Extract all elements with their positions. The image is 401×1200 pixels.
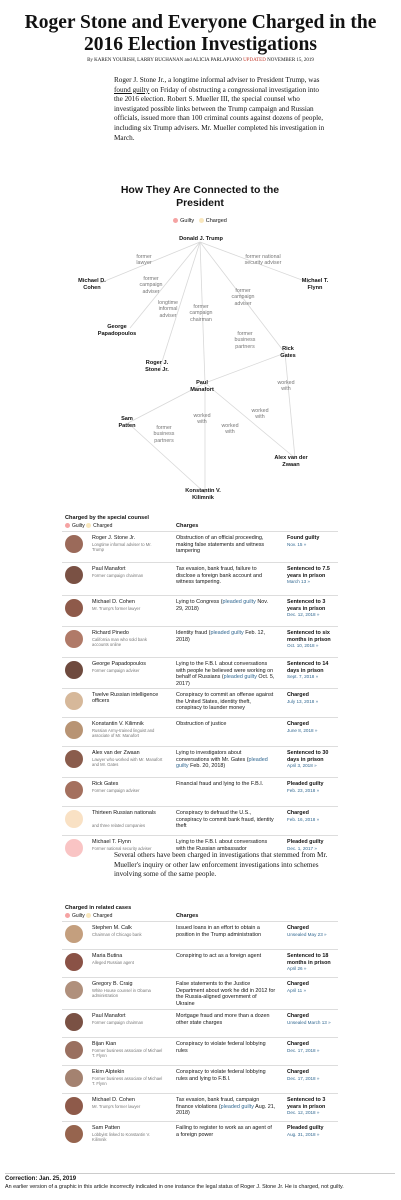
row-divider [62, 921, 338, 922]
status-cell [287, 599, 339, 619]
table-row[interactable] [62, 661, 338, 688]
status-date-link[interactable]: Dec. 12, 2018 » [287, 1110, 320, 1115]
person-name: Michael D. Cohen [92, 599, 135, 605]
status-text: Charged [287, 810, 309, 816]
legend-guilty: Guilty [72, 913, 85, 919]
person-description: Former business associate of Michael T. Flynn [92, 1048, 163, 1058]
charge-text: Obstruction of justice [176, 721, 227, 727]
person-description: Lawyer who worked with Mr. Manafort and Mr. Gates [92, 757, 163, 767]
status-text: Charged [287, 1041, 309, 1047]
status-text: Charged [287, 1013, 309, 1019]
person-description: Former business associate of Michael T. Flynn [92, 1076, 163, 1086]
person-name: Twelve Russian intelligence officers [92, 692, 159, 705]
status-text: Sentenced to 3 years in prison [287, 599, 326, 612]
charges-cell [176, 599, 276, 612]
person-description: Former national security adviser [92, 846, 152, 851]
row-divider [62, 949, 338, 950]
person-name: Bijan Kian [92, 1041, 117, 1047]
table-row[interactable] [62, 1041, 338, 1065]
network-legend [150, 218, 250, 224]
person-description: and three related companies [92, 823, 146, 828]
person-description: Lobbyist linked to Konstantin V. Kilimnik [92, 1132, 151, 1142]
person-name: Ekim Alptekin [92, 1069, 125, 1075]
charge-text: False statements to the Justice Department about work he did in 2012 for the Russia-aligned government of Ukraine [176, 981, 276, 1007]
pleaded-guilty-link[interactable]: pleaded guilty [220, 1103, 254, 1110]
avatar [65, 599, 83, 617]
edge-label: worked with [221, 423, 239, 436]
row-divider [62, 626, 338, 627]
status-text: Charged [287, 721, 309, 727]
node-patten[interactable]: Sam Patten [118, 416, 136, 429]
status-cell [287, 750, 339, 770]
edge-label: longtime informal adviser [157, 300, 179, 319]
person-description: Mr. Trump's former lawyer [92, 606, 141, 611]
charge-text: Tax evasion, bank fraud, campaign finance violations ( [176, 1097, 260, 1110]
node-trump[interactable]: Donald J. Trump [179, 236, 223, 242]
person-name: Sam Patten [92, 1125, 121, 1131]
edge-label: former business partners [234, 331, 256, 350]
charge-text: Issued loans in an effort to obtain a position in the Trump administration [176, 925, 262, 938]
person-name: Michael T. Flynn [92, 839, 131, 845]
row-divider [62, 657, 338, 658]
intro-text-rest: on Friday of obstructing a congressional investigation into the 2016 election. Robert S. Mueller III, the special counsel who investigated possible links between the Trump campaign and Russian officials, issued more than 100 criminal counts against dozens of people, including six Trump advisers. Mr. Mueller completed his investigation in March. [114, 85, 325, 142]
row-divider [62, 1065, 338, 1066]
special-counsel-title: Charged by the special counsel [65, 515, 149, 521]
status-date-link[interactable]: Unsealed May 23 » [287, 931, 327, 937]
status-text: Sentenced to 7.5 years in prison [287, 566, 330, 579]
status-cell [287, 1041, 339, 1054]
charges-cell [176, 953, 276, 960]
avatar [65, 1013, 83, 1031]
row-divider [62, 1093, 338, 1094]
table-row[interactable] [62, 781, 338, 806]
node-flynn[interactable]: Michael T. Flynn [301, 278, 329, 291]
person-description: Chairman of Chicago bank [92, 932, 142, 937]
table-row[interactable] [62, 1125, 338, 1151]
charge-text: Failing to register to work as an agent of a foreign power [176, 1125, 272, 1138]
table-row[interactable] [62, 721, 338, 746]
mid-paragraph: Several others have been charged in investigations that stemmed from Mr. Mueller's inquiry or other law enforcement investigations into schemes involving some of the same people. [114, 851, 328, 879]
avatar [65, 661, 83, 679]
status-text: Sentenced to 18 months in prison [287, 953, 331, 966]
divider [5, 1173, 395, 1174]
table-row[interactable] [62, 981, 338, 1009]
status-date-link[interactable]: April 11 » [287, 987, 307, 993]
node-gates[interactable]: Rick Gates [280, 346, 296, 359]
charges-cell [176, 1125, 276, 1138]
table-row[interactable] [62, 810, 338, 835]
charges-cell [176, 781, 276, 788]
edge-label: former business partners [153, 425, 175, 444]
status-cell [287, 692, 339, 705]
status-date-link[interactable]: Oct. 10, 2018 » [287, 643, 319, 648]
charge-text: Conspiracy to defraud the U.S., conspiracy to commit bank fraud, identity theft [176, 810, 274, 829]
row-divider [62, 1121, 338, 1122]
charges-header: Charges [176, 913, 199, 919]
edge-label: former campaign adviser [139, 276, 163, 295]
person-name: Thirteen Russian nationals [92, 810, 156, 816]
person-name: Alex van der Zwaan [92, 750, 140, 756]
status-cell [287, 630, 339, 650]
person-name: Maria Butina [92, 953, 123, 959]
status-date-link[interactable]: March 13 » [287, 579, 310, 584]
status-text: Sentenced to 14 days in prison [287, 661, 329, 674]
edge-label: worked with [277, 380, 295, 393]
pleaded-guilty-link[interactable]: pleaded guilty [223, 674, 257, 680]
person-description: Former campaign adviser [92, 668, 140, 673]
byline [10, 58, 391, 63]
status-cell [287, 810, 339, 823]
person-name: Paul Manafort [92, 566, 126, 572]
row-divider [62, 977, 338, 978]
network-diagram [0, 228, 401, 508]
node-papadopoulos[interactable]: George Papadopoulos [97, 324, 137, 337]
status-cell [287, 661, 339, 681]
row-divider [62, 531, 338, 532]
charges-cell [176, 566, 276, 586]
charges-cell [176, 1041, 276, 1054]
charge-text: Financial fraud and lying to the F.B.I. [176, 781, 264, 787]
row-divider [62, 746, 338, 747]
table-row[interactable] [62, 599, 338, 626]
person-name: Paul Manafort [92, 1013, 126, 1019]
row-divider [62, 717, 338, 718]
person-description: White House counsel in Obama administration [92, 988, 151, 998]
charge-text: Lying to Congress ( [176, 599, 223, 605]
headline: Roger Stone and Everyone Charged in the 2016 Election Investigations [24, 12, 377, 55]
status-cell [287, 721, 339, 734]
status-date-link[interactable]: Feb. 23, 2018 » [287, 787, 320, 793]
intro-text: Roger J. Stone Jr., a longtime informal adviser to President Trump, was [114, 76, 320, 84]
status-cell [287, 1097, 339, 1117]
charged-dot-icon [199, 218, 204, 223]
charges-cell [176, 1069, 276, 1082]
avatar [65, 1041, 83, 1059]
charge-text-after: Feb. 20, 2018) [188, 763, 226, 769]
avatar [65, 692, 83, 710]
status-cell [287, 535, 339, 548]
status-text: Pleaded guilty [287, 781, 324, 787]
charges-cell [176, 692, 276, 712]
edge-label: worked with [193, 413, 211, 426]
node-cohen[interactable]: Michael D. Cohen [78, 278, 106, 291]
charges-cell [176, 630, 276, 643]
status-date-link[interactable]: Dec. 17, 2018 » [287, 1047, 320, 1053]
status-date-link[interactable]: Unsealed March 13 » [287, 1019, 331, 1025]
charge-text-after: Nov. 29, 2018) [176, 599, 269, 612]
charge-text: Identity fraud ( [176, 630, 211, 636]
row-divider [62, 1037, 338, 1038]
status-date-link[interactable]: Sept. 7, 2018 » [287, 674, 319, 679]
status-date-link[interactable]: Nov. 15 » [287, 541, 307, 547]
legend-charged: Charged [93, 913, 113, 919]
avatar [65, 953, 83, 971]
row-divider [62, 806, 338, 807]
guilty-dot-icon [65, 523, 70, 528]
row-divider [62, 777, 338, 778]
intro-paragraph [114, 76, 328, 143]
status-cell [287, 781, 339, 794]
status-text: Charged [287, 981, 309, 987]
person-name: Richard Pinedo [92, 630, 129, 636]
status-cell [287, 1125, 339, 1138]
node-stone[interactable]: Roger J. Stone Jr. [145, 360, 169, 373]
status-cell [287, 566, 339, 586]
legend-guilty: Guilty [180, 218, 195, 224]
avatar [65, 781, 83, 799]
legend-guilty: Guilty [72, 523, 85, 529]
row-divider [62, 562, 338, 563]
table-row[interactable] [62, 535, 338, 562]
status-date-link[interactable]: June 8, 2018 » [287, 727, 318, 733]
person-description: California man who sold bank accounts online [92, 637, 147, 647]
status-date-link[interactable]: Feb. 16, 2018 » [287, 816, 320, 822]
table-row[interactable] [62, 692, 338, 717]
status-text: Pleaded guilty [287, 1125, 324, 1131]
status-text: Sentenced to 3 years in prison [287, 1097, 326, 1110]
charges-cell [176, 750, 276, 770]
found-guilty-link[interactable]: found guilty [114, 85, 150, 94]
status-date-link[interactable]: Aug. 31, 2018 » [287, 1131, 320, 1137]
correction-title: Correction: Jan. 25, 2019 [5, 1176, 77, 1182]
person-description: Mr. Trump's former lawyer [92, 1104, 141, 1109]
status-cell [287, 925, 339, 938]
avatar [65, 1069, 83, 1087]
person-name: Stephen M. Calk [92, 925, 132, 931]
charge-text: Obstruction of an official proceeding, making false statements and witness tampering [176, 535, 265, 554]
status-cell [287, 953, 339, 973]
charge-text-after: Aug. 21, 2018) [176, 1103, 276, 1116]
charge-text-after: Feb. 12, 2018) [176, 630, 266, 643]
charged-dot-icon [86, 523, 91, 528]
person-description: Former campaign chairman [92, 573, 144, 578]
charges-cell [176, 661, 276, 687]
node-vanderzwaan[interactable]: Alex van der Zwaan [274, 455, 308, 468]
person-description: Longtime informal adviser to Mr. Trump [92, 542, 152, 552]
table-row[interactable] [62, 630, 338, 657]
person-description: Former campaign chairman [92, 1020, 144, 1025]
related-legend [65, 913, 112, 919]
edge-label: former campaign chairman [189, 304, 213, 323]
charge-text-after: Oct. 5, 2017) [176, 674, 275, 687]
row-divider [62, 835, 338, 836]
row-divider [62, 1009, 338, 1010]
avatar [65, 630, 83, 648]
edge-label: former campaign adviser [231, 288, 255, 307]
status-text: Sentenced to 30 days in prison [287, 750, 329, 763]
status-date-link[interactable]: Dec. 12, 2018 » [287, 612, 320, 617]
charge-text: Lying to the F.B.I. about conversations with the Russian ambassador [176, 839, 268, 852]
edge-label: worked with [251, 408, 269, 421]
status-cell [287, 1013, 339, 1026]
avatar [65, 566, 83, 584]
table-row[interactable] [62, 953, 338, 977]
person-name: Konstantin V. Kilimnik [92, 721, 144, 727]
charge-text: Lying to investigators about conversations with Mr. Gates ( [176, 750, 249, 763]
person-name: Rick Gates [92, 781, 119, 787]
row-divider [62, 688, 338, 689]
charged-dot-icon [86, 913, 91, 918]
row-divider [62, 595, 338, 596]
pleaded-guilty-link[interactable]: pleaded guilty [210, 630, 244, 636]
status-date-link[interactable]: April 26 » [287, 966, 307, 971]
byline-authors: By KAREN YOURISH, LARRY BUCHANAN and ALICIA PARLAPIANO [87, 58, 242, 63]
correction-text: An earlier version of a graphic in this article incorrectly indicated in one instance the legal status of Roger J. Stone Jr. He is charged, not guilty. [5, 1184, 344, 1190]
avatar [65, 981, 83, 999]
person-name: Michael D. Cohen [92, 1097, 135, 1103]
avatar [65, 721, 83, 739]
pleaded-guilty-link[interactable]: pleaded guilty [222, 599, 256, 605]
table-row[interactable] [62, 1069, 338, 1093]
special-counsel-legend [65, 523, 112, 529]
table-row[interactable] [62, 1013, 338, 1037]
status-text: Sentenced to six months in prison [287, 630, 331, 643]
avatar [65, 839, 83, 857]
charge-text: Mortgage fraud and more than a dozen other state charges [176, 1013, 270, 1026]
person-description: Former campaign adviser [92, 788, 140, 793]
node-kilimnik[interactable]: Konstantin V. Kilimnik [185, 488, 221, 501]
status-text: Charged [287, 925, 309, 931]
avatar [65, 1125, 83, 1143]
table-row[interactable] [62, 750, 338, 777]
charge-text: Conspiracy to violate federal lobbying rules [176, 1041, 266, 1054]
charge-text: Conspiring to act as a foreign agent [176, 953, 262, 959]
status-text: Found guilty [287, 535, 320, 541]
related-title: Charged in related cases [65, 905, 132, 911]
person-name: Gregory B. Craig [92, 981, 133, 987]
charges-cell [176, 1097, 276, 1117]
avatar [65, 750, 83, 768]
pleaded-guilty-link[interactable]: pleaded guilty [176, 756, 268, 769]
status-text: Charged [287, 1069, 309, 1075]
charges-cell [176, 1013, 276, 1026]
charges-header: Charges [176, 523, 199, 529]
edge-label: former lawyer [136, 254, 152, 267]
edge-label: former national security adviser [244, 254, 282, 267]
status-date-link[interactable]: July 13, 2018 » [287, 698, 319, 704]
person-description: Russian Army-trained linguist and associate of Mr. Manafort [92, 728, 155, 738]
avatar [65, 1097, 83, 1115]
charges-cell [176, 535, 276, 555]
updated-date: NOVEMBER 15, 2019 [267, 58, 314, 63]
charges-cell [176, 810, 276, 830]
status-date-link[interactable]: Dec. 17, 2018 » [287, 1075, 320, 1081]
status-text: Charged [287, 692, 309, 698]
charge-text: Conspiracy to violate federal lobbying rules and lying to F.B.I. [176, 1069, 266, 1082]
status-date-link[interactable]: April 3, 2018 » [287, 763, 317, 768]
charge-text: Conspiracy to commit an offense against the United States, identity theft, conspiracy to launder money [176, 692, 274, 711]
status-cell [287, 981, 339, 994]
table-row[interactable] [62, 925, 338, 949]
legend-charged: Charged [93, 523, 113, 529]
table-row[interactable] [62, 566, 338, 595]
avatar [65, 810, 83, 828]
avatar [65, 925, 83, 943]
node-manafort[interactable]: Paul Manafort [190, 380, 214, 393]
legend-charged: Charged [205, 218, 227, 224]
person-description: Alleged Russian agent [92, 960, 134, 965]
charge-text: Tax evasion, bank fraud, failure to disclose a foreign bank account and witness tampering. [176, 566, 263, 585]
table-row[interactable] [62, 1097, 338, 1121]
network-edges [0, 228, 401, 508]
charge-text: Lying to the F.B.I. about conversations with people he believed were working on behalf of Russians ( [176, 661, 274, 680]
updated-label: UPDATED [243, 58, 266, 63]
guilty-dot-icon [173, 218, 178, 223]
network-title: How They Are Connected to the President [120, 184, 280, 209]
person-name: George Papadopoulos [92, 661, 146, 667]
status-cell [287, 1069, 339, 1082]
person-name: Roger J. Stone Jr. [92, 535, 136, 541]
avatar [65, 535, 83, 553]
status-text: Pleaded guilty [287, 839, 324, 845]
charges-cell [176, 721, 276, 728]
charges-cell [176, 981, 276, 1007]
status-date-link[interactable]: Dec. 1, 2017 » [287, 845, 317, 851]
guilty-dot-icon [65, 913, 70, 918]
charges-cell [176, 925, 276, 938]
